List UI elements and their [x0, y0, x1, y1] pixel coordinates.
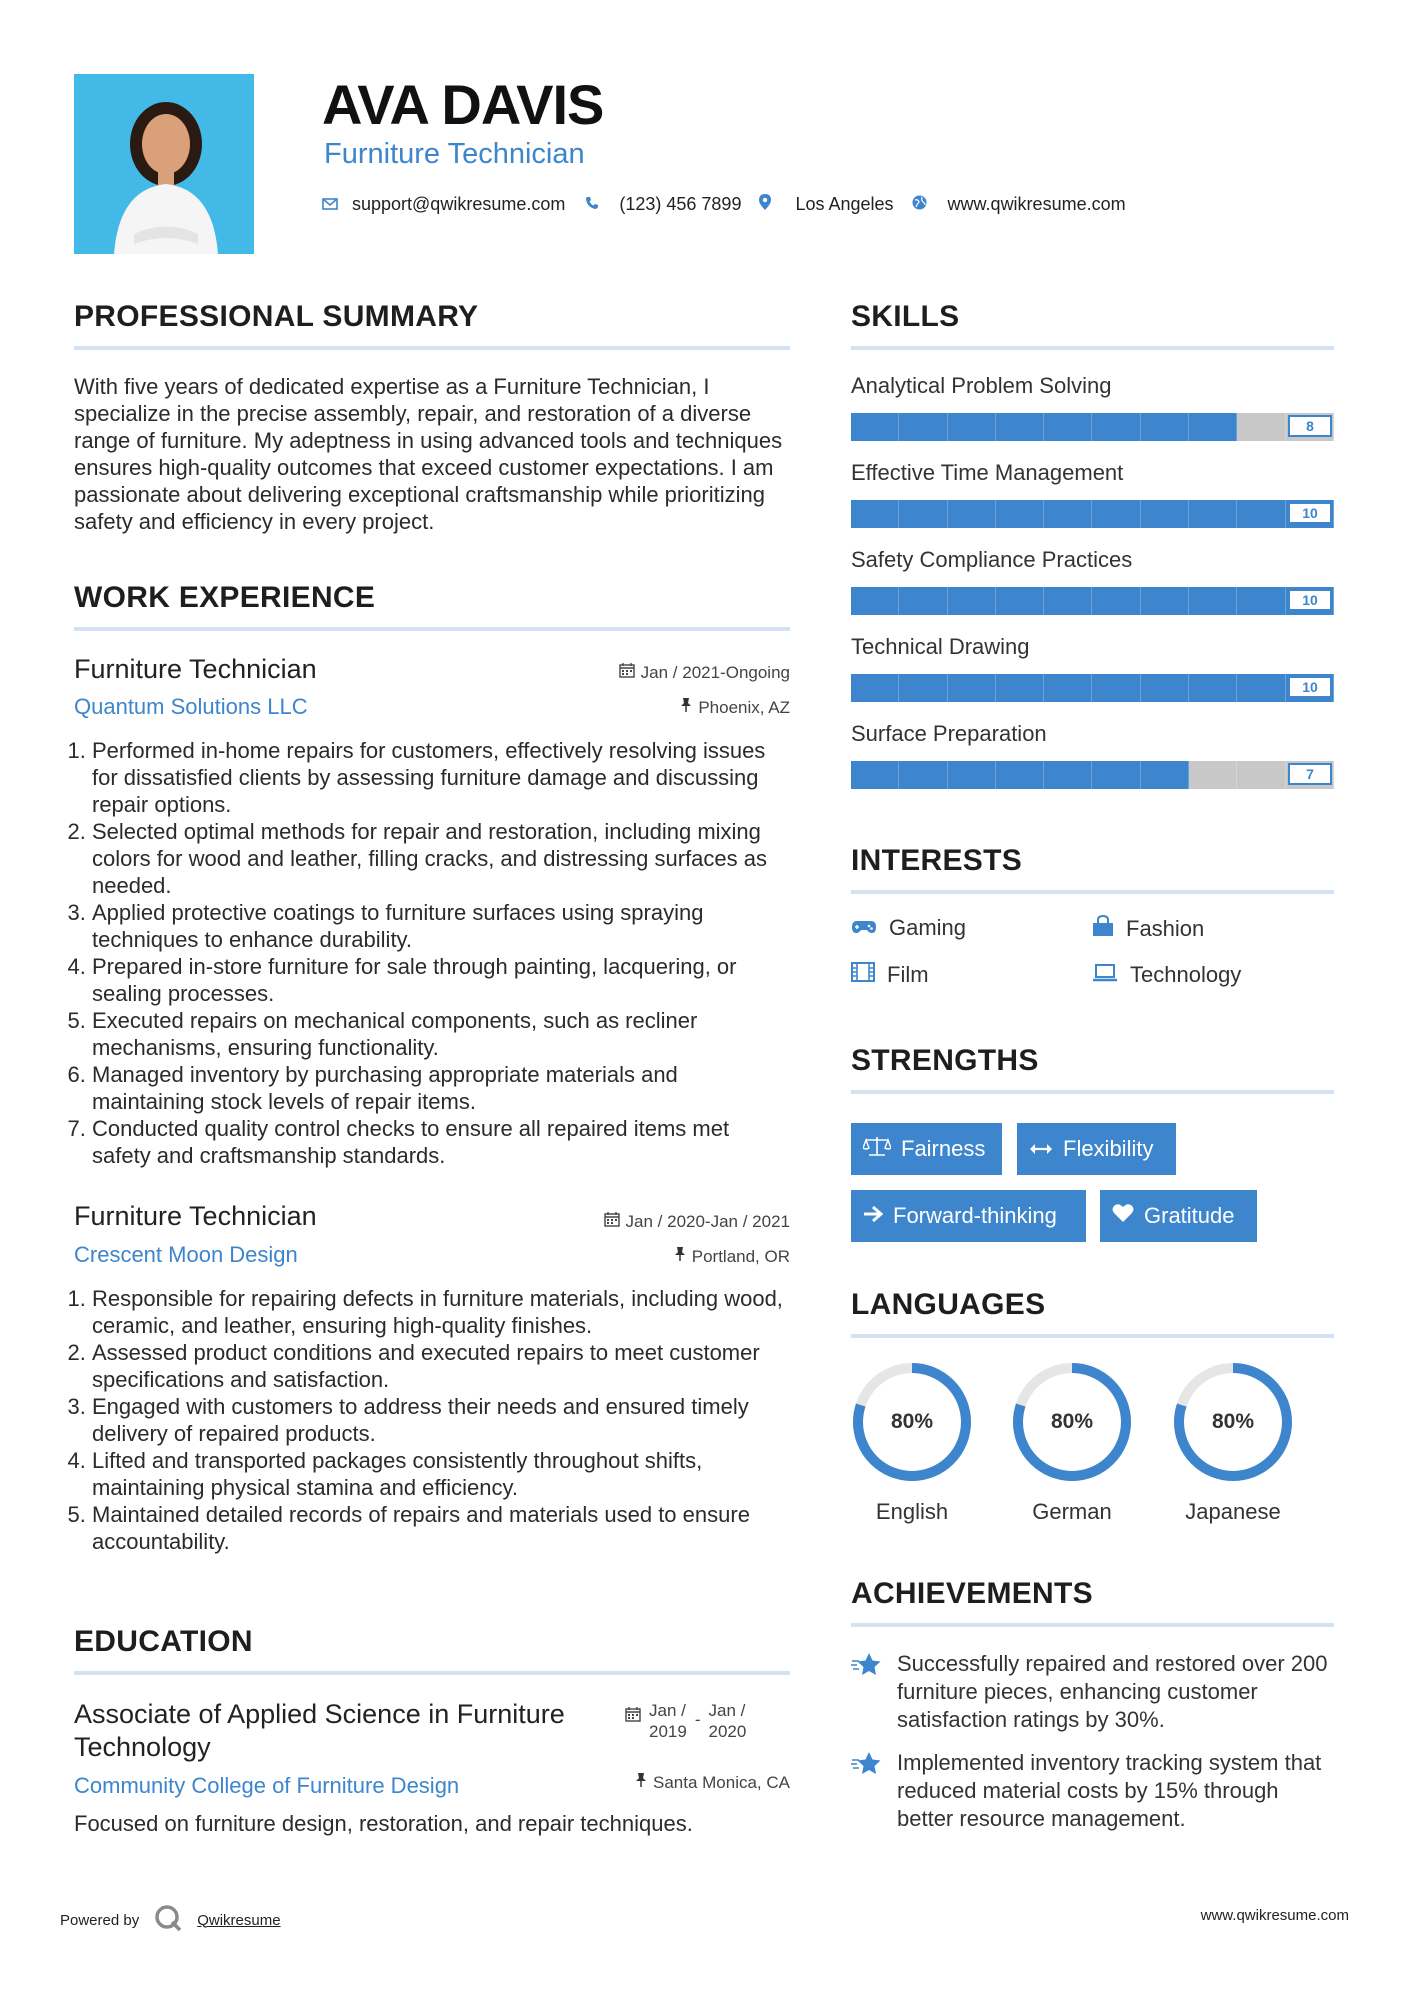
skill-score: 8 [1288, 415, 1332, 437]
pushpin-icon [680, 697, 692, 718]
education-location: Santa Monica, CA [500, 1772, 790, 1793]
scale-icon [863, 1135, 891, 1163]
footer-site-link[interactable]: www.qwikresume.com [1200, 1907, 1349, 1924]
achievement-item-1: Successfully repaired and restored over 200 furniture pieces, enhancing customer satisfaction ratings by 30%. [851, 1650, 1334, 1734]
interest-gaming: Gaming [851, 915, 966, 941]
summary-divider [74, 346, 790, 350]
language-ring [1171, 1360, 1295, 1525]
skill-bar-segment [1141, 587, 1189, 615]
interest-fashion: Fashion [1092, 915, 1204, 943]
list-item: 5. Maintained detailed records of repairs and materials used to ensure accountability. [92, 1501, 792, 1555]
language-name: German [1032, 1499, 1112, 1524]
work-divider [74, 627, 790, 631]
calendar-icon [604, 1211, 620, 1232]
job-location-1: Phoenix, AZ [500, 697, 790, 718]
skill-bar-segment [1237, 761, 1285, 789]
list-item: 5. Executed repairs on mechanical components, such as recliner mechanisms, ensuring functionality. [92, 1007, 792, 1061]
arrow-right-icon [863, 1203, 883, 1229]
strength-chip-fairness: Fairness [851, 1123, 1002, 1175]
skill-bar-segment [996, 674, 1044, 702]
summary-heading: PROFESSIONAL SUMMARY [74, 300, 479, 333]
skill-bar-segment [1092, 674, 1140, 702]
skill-bar-segment [1141, 674, 1189, 702]
languages-heading: LANGUAGES [851, 1288, 1046, 1321]
skill-bar-segment [899, 761, 947, 789]
list-item: 3. Engaged with customers to address their needs and ensured timely delivery of repaired products. [92, 1393, 792, 1447]
skill-name: Safety Compliance Practices [851, 547, 1133, 572]
list-item: 4. Lifted and transported packages consistently throughout shifts, maintaining physical stamina and efficiency. [92, 1447, 792, 1501]
skill-name: Surface Preparation [851, 721, 1047, 746]
interests-divider [851, 890, 1334, 894]
skill-bar-segment [1044, 761, 1092, 789]
star-icon [851, 1749, 883, 1833]
language-ring [1010, 1360, 1134, 1525]
skill-bar-segment [1092, 761, 1140, 789]
calendar-icon [625, 1700, 641, 1742]
strength-chip-forward-thinking: Forward-thinking [851, 1190, 1086, 1242]
skill-bar-segment [851, 413, 899, 441]
skill-bar-segment [996, 761, 1044, 789]
candidate-name: AVA DAVIS [322, 73, 604, 136]
achievements-heading: ACHIEVEMENTS [851, 1577, 1093, 1610]
skill-bar [851, 761, 1334, 789]
education-heading: EDUCATION [74, 1625, 253, 1658]
skill-bar-segment [1092, 413, 1140, 441]
skill-bar-segment [851, 587, 899, 615]
website-link[interactable]: www.qwikresume.com [947, 194, 1126, 214]
skill-bar-segment [996, 500, 1044, 528]
pushpin-icon [635, 1772, 647, 1793]
languages-divider [851, 1334, 1334, 1338]
skill-bar-segment [851, 674, 899, 702]
skill-score: 10 [1288, 676, 1332, 698]
email-icon [322, 194, 342, 215]
list-item: 2. Assessed product conditions and executed repairs to meet customer specifications and satisfaction. [92, 1339, 792, 1393]
location-text: Los Angeles [795, 194, 894, 214]
strength-chip-gratitude: Gratitude [1100, 1190, 1257, 1242]
school-name[interactable]: Community College of Furniture Design [74, 1773, 460, 1798]
company-1[interactable]: Quantum Solutions LLC [74, 694, 308, 719]
skill-bar-segment [1092, 500, 1140, 528]
interest-film: Film [851, 962, 929, 988]
job-title-1: Furniture Technician [74, 654, 317, 684]
skill-bar-segment [1189, 761, 1237, 789]
job-dates-2: Jan / 2020-Jan / 2021 [480, 1211, 790, 1232]
skill-bar [851, 500, 1334, 528]
skill-bar-segment [1237, 674, 1285, 702]
work-heading: WORK EXPERIENCE [74, 581, 376, 614]
skill-name: Analytical Problem Solving [851, 373, 1112, 398]
skill-bar-segment [996, 587, 1044, 615]
list-item: 7. Conducted quality control checks to ensure all repaired items met safety and craftsmanship standards. [92, 1115, 792, 1169]
film-icon [851, 962, 875, 988]
language-ring [850, 1360, 974, 1525]
achievements-divider [851, 1623, 1334, 1627]
pushpin-icon [674, 1246, 686, 1267]
skill-name: Technical Drawing [851, 634, 1030, 659]
education-dates: Jan / 2019 - Jan / 2020 [625, 1700, 795, 1742]
skills-heading: SKILLS [851, 300, 960, 333]
skill-bar [851, 587, 1334, 615]
skill-bar-segment [1189, 413, 1237, 441]
language-percent: 80% [1050, 1410, 1094, 1433]
skill-bar-segment [899, 587, 947, 615]
skill-bar-segment [851, 500, 899, 528]
skill-bar-segment [1237, 500, 1285, 528]
skill-bar-segment [1092, 587, 1140, 615]
skill-bar-segment [948, 674, 996, 702]
achievement-item-2: Implemented inventory tracking system that reduced material costs by 15% through better resource management. [851, 1749, 1334, 1833]
qwikresume-logo-icon [153, 1903, 183, 1937]
skill-bar-segment [899, 500, 947, 528]
education-divider [74, 1671, 790, 1675]
interests-heading: INTERESTS [851, 844, 1023, 877]
skill-bar-segment [948, 587, 996, 615]
interest-technology: Technology [1092, 962, 1241, 988]
job-dates-1: Jan / 2021-Ongoing [500, 662, 790, 683]
list-item: 4. Prepared in-store furniture for sale through painting, lacquering, or sealing processes. [92, 953, 792, 1007]
skill-bar-segment [1189, 674, 1237, 702]
skill-bar-segment [1189, 587, 1237, 615]
language-name: English [875, 1499, 949, 1524]
calendar-icon [619, 662, 635, 683]
skill-score: 10 [1288, 589, 1332, 611]
list-item: 1. Performed in-home repairs for customers, effectively resolving issues for dissatisfied clients by assessing furniture damage and discussing repair options. [92, 737, 792, 818]
skill-bar-segment [1141, 413, 1189, 441]
language-percent: 80% [1211, 1410, 1255, 1433]
skill-bar-segment [1141, 761, 1189, 789]
laptop-icon [1092, 962, 1118, 988]
job-bullets-1 [74, 737, 792, 1169]
globe-icon [912, 194, 930, 215]
skill-bar-segment [1044, 674, 1092, 702]
location-pin-icon [759, 194, 775, 215]
job-location-2: Portland, OR [500, 1246, 790, 1267]
job-bullets-2 [74, 1285, 792, 1555]
skill-bar [851, 674, 1334, 702]
skill-name: Effective Time Management [851, 460, 1124, 485]
language-percent: 80% [890, 1410, 934, 1433]
language-name: Japanese [1185, 1499, 1281, 1524]
strengths-divider [851, 1090, 1334, 1094]
skill-bar-segment [948, 500, 996, 528]
shopping-bag-icon [1092, 915, 1114, 943]
skill-bar [851, 413, 1334, 441]
heart-icon [1112, 1203, 1134, 1229]
list-item: 6. Managed inventory by purchasing appropriate materials and maintaining stock levels of repair items. [92, 1061, 792, 1115]
star-icon [851, 1650, 883, 1734]
skill-bar-segment [1237, 413, 1285, 441]
degree-title: Associate of Applied Science in Furniture Technology [74, 1699, 565, 1762]
job-title-2: Furniture Technician [74, 1201, 317, 1231]
job-title: Furniture Technician [324, 138, 585, 170]
list-item: 1. Responsible for repairing defects in furniture materials, including wood, ceramic, and leather, ensuring high-quality finishes. [92, 1285, 792, 1339]
gamepad-icon [851, 915, 877, 941]
skill-bar-segment [1044, 587, 1092, 615]
phone-number[interactable]: (123) 456 7899 [619, 194, 742, 214]
list-item: 2. Selected optimal methods for repair and restoration, including mixing colors for wood and leather, filling cracks, and distressing surfaces as needed. [92, 818, 792, 899]
contact-row [322, 194, 1126, 215]
skill-bar-segment [899, 674, 947, 702]
list-item: 3. Applied protective coatings to furniture surfaces using spraying techniques to enhance durability. [92, 899, 792, 953]
skill-bar-segment [948, 413, 996, 441]
arrows-horizontal-icon [1029, 1136, 1053, 1162]
skill-bar-segment [1044, 413, 1092, 441]
skill-bar-segment [851, 761, 899, 789]
strength-chip-flexibility: Flexibility [1017, 1123, 1176, 1175]
summary-text: With five years of dedicated expertise as a Furniture Technician, I specialize in the precise assembly, repair, and restoration of a diverse range of furniture. My adeptness in using advanced tools and techniques ensures high-quality outcomes that exceed customer expectations. I am passionate about delivering exceptional craftsmanship while prioritizing safety and efficiency in every project. [74, 374, 783, 534]
skill-bar-segment [1237, 587, 1285, 615]
skill-bar-segment [899, 413, 947, 441]
skill-bar-segment [1141, 500, 1189, 528]
skill-bar-segment [1189, 500, 1237, 528]
qwikresume-link[interactable]: Qwikresume [197, 1911, 281, 1929]
skill-score: 7 [1288, 763, 1332, 785]
skill-bar-segment [948, 761, 996, 789]
company-2[interactable]: Crescent Moon Design [74, 1242, 298, 1267]
skill-bar-segment [1044, 500, 1092, 528]
phone-icon [585, 194, 603, 215]
footer-powered-by: Powered by Qwikresume [60, 1903, 281, 1937]
strengths-heading: STRENGTHS [851, 1044, 1039, 1077]
education-description: Focused on furniture design, restoration, and repair techniques. [74, 1811, 693, 1836]
skill-score: 10 [1288, 502, 1332, 524]
skills-divider [851, 346, 1334, 350]
skill-bar-segment [996, 413, 1044, 441]
email-link[interactable]: support@qwikresume.com [352, 194, 566, 214]
profile-photo [74, 74, 254, 254]
